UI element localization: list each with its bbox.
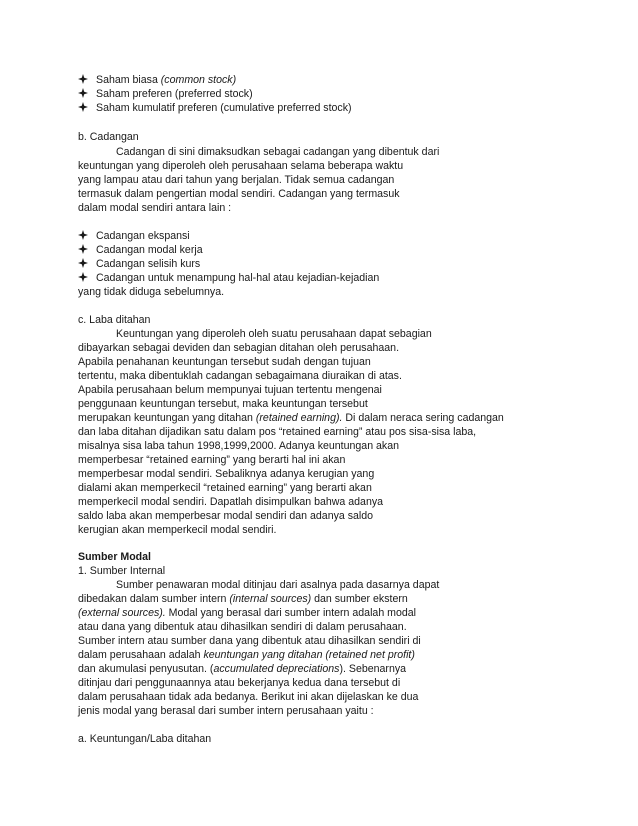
- list-item: [78, 272, 379, 284]
- paragraph-line: jenis modal yang berasal dari sumber intern perusahaan yaitu :: [78, 705, 374, 717]
- paragraph-line: kerugian akan memperkecil modal sendiri.: [78, 524, 277, 536]
- paragraph-line: dialami akan memperkecil “retained earning” yang berarti akan: [78, 482, 372, 494]
- paragraph-line: Sumber penawaran modal ditinjau dari asalnya pada dasarnya dapat: [116, 579, 440, 591]
- paragraph-line: dan laba ditahan dijadikan satu dalam pos “retained earning” atau pos sisa-sisa laba,: [78, 426, 477, 438]
- paragraph-line: keuntungan yang diperoleh oleh perusahaan selama beberapa waktu: [78, 160, 404, 172]
- list-item: [78, 258, 200, 270]
- text-run: ). Sebenarnya: [339, 663, 407, 675]
- paragraph-line: dibayarkan sebagai deviden dan sebagian ditahan oleh perusahaan.: [78, 342, 400, 354]
- diamond-bullet-icon: [78, 244, 96, 256]
- paragraph-line: termasuk dalam pengertian modal sendiri. Cadangan yang termasuk: [78, 188, 400, 200]
- paragraph-line: penggunaan keuntungan tersebut, maka keuntungan tersebut: [78, 398, 368, 410]
- text-emphasis: (external sources).: [78, 607, 166, 619]
- diamond-bullet-icon: [78, 88, 96, 100]
- text-run: dibedakan dalam sumber intern: [78, 593, 230, 605]
- text-emphasis: (internal sources): [229, 593, 312, 605]
- list-item-text: Saham preferen (preferred stock): [96, 88, 253, 100]
- subsection-heading: 1. Sumber Internal: [78, 565, 166, 577]
- paragraph-line: Keuntungan yang diperoleh oleh suatu perusahaan dapat sebagian: [116, 328, 432, 340]
- paragraph-line: Apabila perusahaan belum mempunyai tujuan tertentu mengenai: [78, 384, 382, 396]
- list-item: [78, 244, 203, 256]
- list-item-text: Saham biasa: [96, 74, 161, 86]
- text-emphasis: (retained earning).: [255, 412, 343, 424]
- paragraph-line: Cadangan di sini dimaksudkan sebagai cadangan yang dibentuk dari: [116, 146, 440, 158]
- text-run: merupakan keuntungan yang ditahan: [78, 412, 256, 424]
- list-item-text: Cadangan selisih kurs: [96, 258, 201, 270]
- paragraph-line: [78, 607, 416, 619]
- section-heading: c. Laba ditahan: [78, 314, 151, 326]
- paragraph-line: tertentu, maka dibentuklah cadangan sebagaimana diuraikan di atas.: [78, 370, 402, 382]
- section-heading: b. Cadangan: [78, 131, 139, 143]
- paragraph-line: saldo laba akan memperbesar modal sendiri dan adanya saldo: [78, 510, 374, 522]
- text-emphasis: keuntungan yang ditahan (retained net profit): [203, 649, 415, 661]
- paragraph-line: memperkecil modal sendiri. Dapatlah disimpulkan bahwa adanya: [78, 496, 384, 508]
- text-run: dalam perusahaan adalah: [78, 649, 204, 661]
- list-item-text: Cadangan ekspansi: [96, 230, 190, 242]
- list-item: [78, 74, 236, 86]
- paragraph-line: misalnya sisa laba tahun 1998,1999,2000. Adanya keuntungan akan: [78, 440, 400, 452]
- section-heading: Sumber Modal: [78, 551, 151, 563]
- list-item-emphasis: (common stock): [160, 74, 237, 86]
- paragraph-line: ditinjau dari penggunaannya atau bekerjanya kedua dana tersebut di: [78, 677, 401, 689]
- diamond-bullet-icon: [78, 258, 96, 270]
- paragraph-line: atau dana yang dibentuk atau dihasilkan sendiri di dalam perusahaan.: [78, 621, 407, 633]
- paragraph-line: dalam perusahaan tidak ada bedanya. Berikut ini akan dijelaskan ke dua: [78, 691, 419, 703]
- paragraph-line: [78, 412, 504, 424]
- paragraph-line: yang lampau atau dari tahun yang berjalan. Tidak semua cadangan: [78, 174, 395, 186]
- list-item: [78, 102, 352, 114]
- text-emphasis: accumulated depreciations: [213, 663, 340, 675]
- text-run: dan akumulasi penyusutan. (: [78, 663, 214, 675]
- diamond-bullet-icon: [78, 102, 96, 114]
- list-item-text: Cadangan untuk menampung hal-hal atau kejadian-kejadian: [96, 272, 380, 284]
- paragraph-line: dalam modal sendiri antara lain :: [78, 202, 232, 214]
- paragraph-line: Apabila penahanan keuntungan tersebut sudah dengan tujuan: [78, 356, 371, 368]
- list-item: [78, 88, 253, 100]
- paragraph-line: Sumber intern atau sumber dana yang dibentuk atau dihasilkan sendiri di: [78, 635, 421, 647]
- paragraph-line: [78, 593, 408, 605]
- list-item-heading: a. Keuntungan/Laba ditahan: [78, 733, 212, 745]
- paragraph-line: [78, 663, 406, 675]
- paragraph-line: yang tidak diduga sebelumnya.: [78, 286, 225, 298]
- diamond-bullet-icon: [78, 74, 96, 86]
- paragraph-line: memperbesar modal sendiri. Sebaliknya adanya kerugian yang: [78, 468, 375, 480]
- paragraph-line: memperbesar “retained earning” yang berarti hal ini akan: [78, 454, 346, 466]
- text-run: Modal yang berasal dari sumber intern adalah modal: [165, 607, 417, 619]
- diamond-bullet-icon: [78, 230, 96, 242]
- paragraph-line: [78, 649, 415, 661]
- text-run: Di dalam neraca sering cadangan: [342, 412, 504, 424]
- list-item-text: Cadangan modal kerja: [96, 244, 203, 256]
- text-run: dan sumber ekstern: [311, 593, 408, 605]
- list-item-text: Saham kumulatif preferen (cumulative preferred stock): [96, 102, 352, 114]
- list-item: [78, 230, 190, 242]
- diamond-bullet-icon: [78, 272, 96, 284]
